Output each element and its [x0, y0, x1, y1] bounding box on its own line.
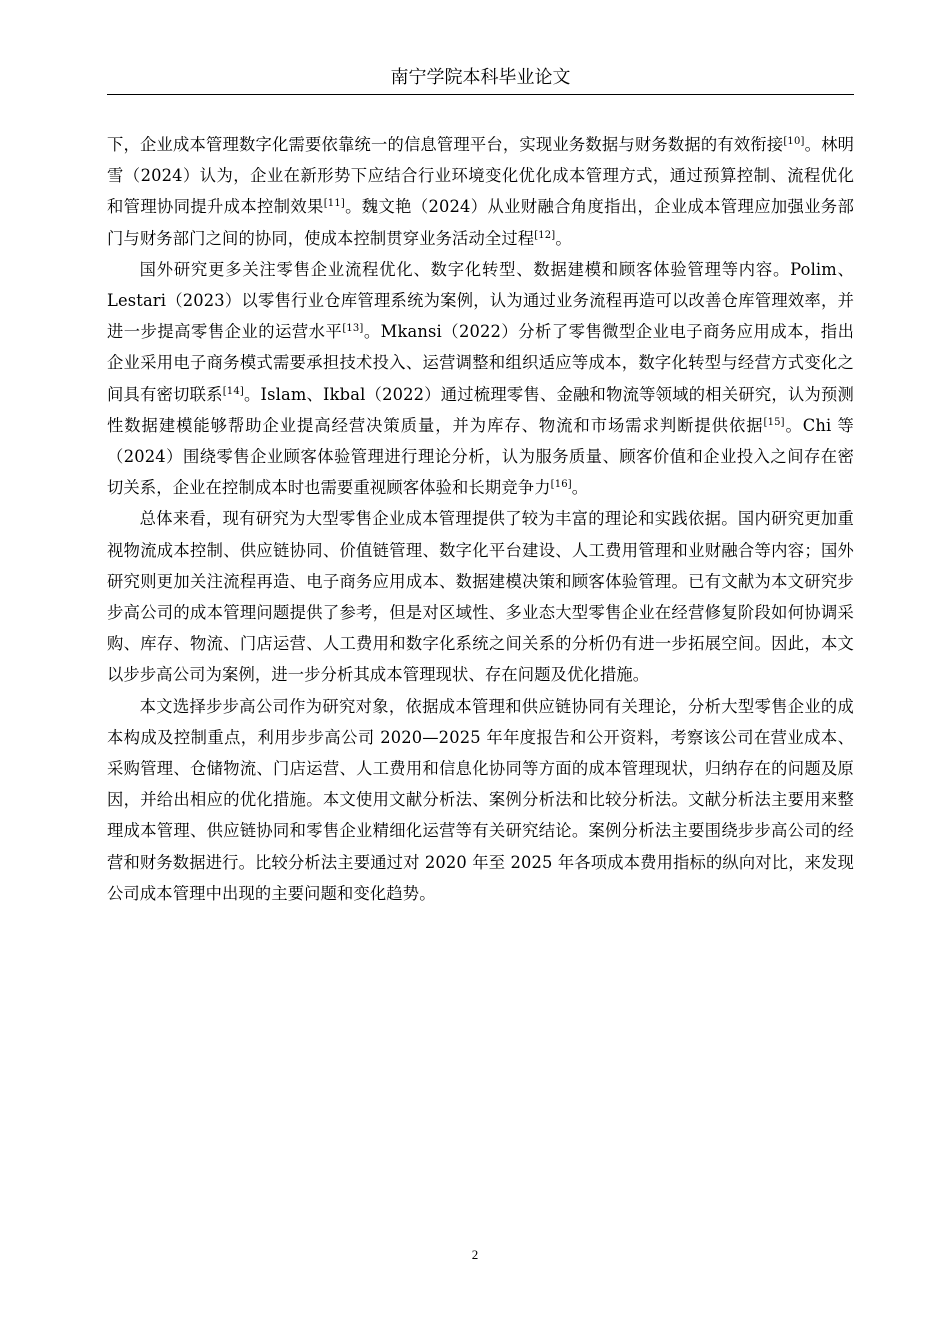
header-divider — [107, 94, 854, 95]
paragraph-text: 总体来看，现有研究为大型零售企业成本管理提供了较为丰富的理论和实践依据。国内研究更加重视物流成本控制、供应链协同、价值链管理、数字化平台建设、人工费用管理和业财融合等内容；国外研究则更加关注流程再造、电子商务应用成本、数据建模决策和顾客体验管理。已有文献为本文研究步步高公司的成本管理问题提供了参考，但是对区域性、多业态大型零售企业在经营修复阶段如何协调采购、库存、物流、门店运营、人工费用和数字化系统之间关系的分析仍有进一步拓展空间。因此，本文以步步高公司为案例，进一步分析其成本管理现状、存在问题及优化措施。 — [107, 509, 854, 685]
body-paragraph — [107, 254, 854, 504]
citation-marker: [12] — [534, 229, 556, 241]
citation-marker: [14] — [222, 385, 244, 397]
page-header-title: 南宁学院本科毕业论文 — [390, 67, 571, 88]
paragraph-text: 。Islam、Ikbal（2022）通过梳理零售、金融和物流等领域的相关研究，认为预测性数据建模能够帮助企业提高经营决策质量，并为库存、物流和市场需求判断提供依据 — [107, 384, 854, 435]
citation-marker: [10] — [783, 136, 805, 147]
body-paragraph — [107, 129, 854, 254]
body-paragraph — [107, 691, 854, 909]
body-paragraph — [107, 503, 854, 690]
paragraph-text: 国外研究更多关注零售企业流程优化、数字化转型、数据建模和顾客体验管理等内容。Polim、Lestari（2023）以零售行业仓库管理系统为案例，认为通过业务流程再造可以改善仓库管理效率，并进一步提高零售企业的运营水平 — [107, 259, 854, 342]
paragraph-text: 。Chi 等（2024）围绕零售企业顾客体验管理进行理论分析，认为服务质量、顾客价值和企业投入之间存在密切关系，企业在控制成本时也需要重视顾客体验和长期竞争力 — [107, 415, 854, 498]
page-number: 2 — [471, 1247, 479, 1262]
paragraph-text: 。Mkansi（2022）分析了零售微型企业电子商务应用成本，指出企业采用电子商务模式需要承担技术投入、运营调整和组织适应等成本，数字化转型与经营方式变化之间具有密切联系 — [107, 322, 854, 404]
paragraph-text: 本文选择步步高公司作为研究对象，依据成本管理和供应链协同有关理论，分析大型零售企业的成本构成及控制重点，利用步步高公司 2020—2025 年年度报告和公开资料，考察该公司在营业成本、采购管理、仓储物流、门店运营、人工费用和信息化协同等方面的成本管理现状，归纳存在的问题及原因，并给出相应的优化措施。本文使用文献分析法、案例分析法和比较分析法。文献分析法主要用来整理成本管理、供应链协同和零售企业精细化运营等有关研究结论。案例分析法主要围绕步步高公司的经营和财务数据进行。比较分析法主要通过对 2020 年至 2025 年各项成本费用指标的纵向对比，来发现公司成本管理中出现的主要问题和变化趋势。 — [107, 696, 854, 903]
paragraph-text: 。 — [571, 478, 589, 498]
paragraph-text: 。林明雪（2024）认为，企业在新形势下应结合行业环境变化优化成本管理方式，通过预算控制、流程优化和管理协同提升成本控制效果 — [107, 135, 855, 217]
citation-marker: [16] — [550, 479, 572, 491]
paragraph-text: 。魏文艳（2024）从业财融合角度指出，企业成本管理应加强业务部门与财务部门之间的协同，使成本控制贯穿业务活动全过程 — [107, 197, 854, 248]
paragraph-text: 。 — [555, 228, 572, 248]
paragraph-text: 下，企业成本管理数字化需要依靠统一的信息管理平台，实现业务数据与财务数据的有效衔接 — [107, 135, 784, 154]
citation-marker: [15] — [763, 416, 785, 428]
citation-marker: [13] — [342, 323, 364, 335]
citation-marker: [11] — [323, 198, 345, 210]
body-text — [107, 129, 854, 909]
